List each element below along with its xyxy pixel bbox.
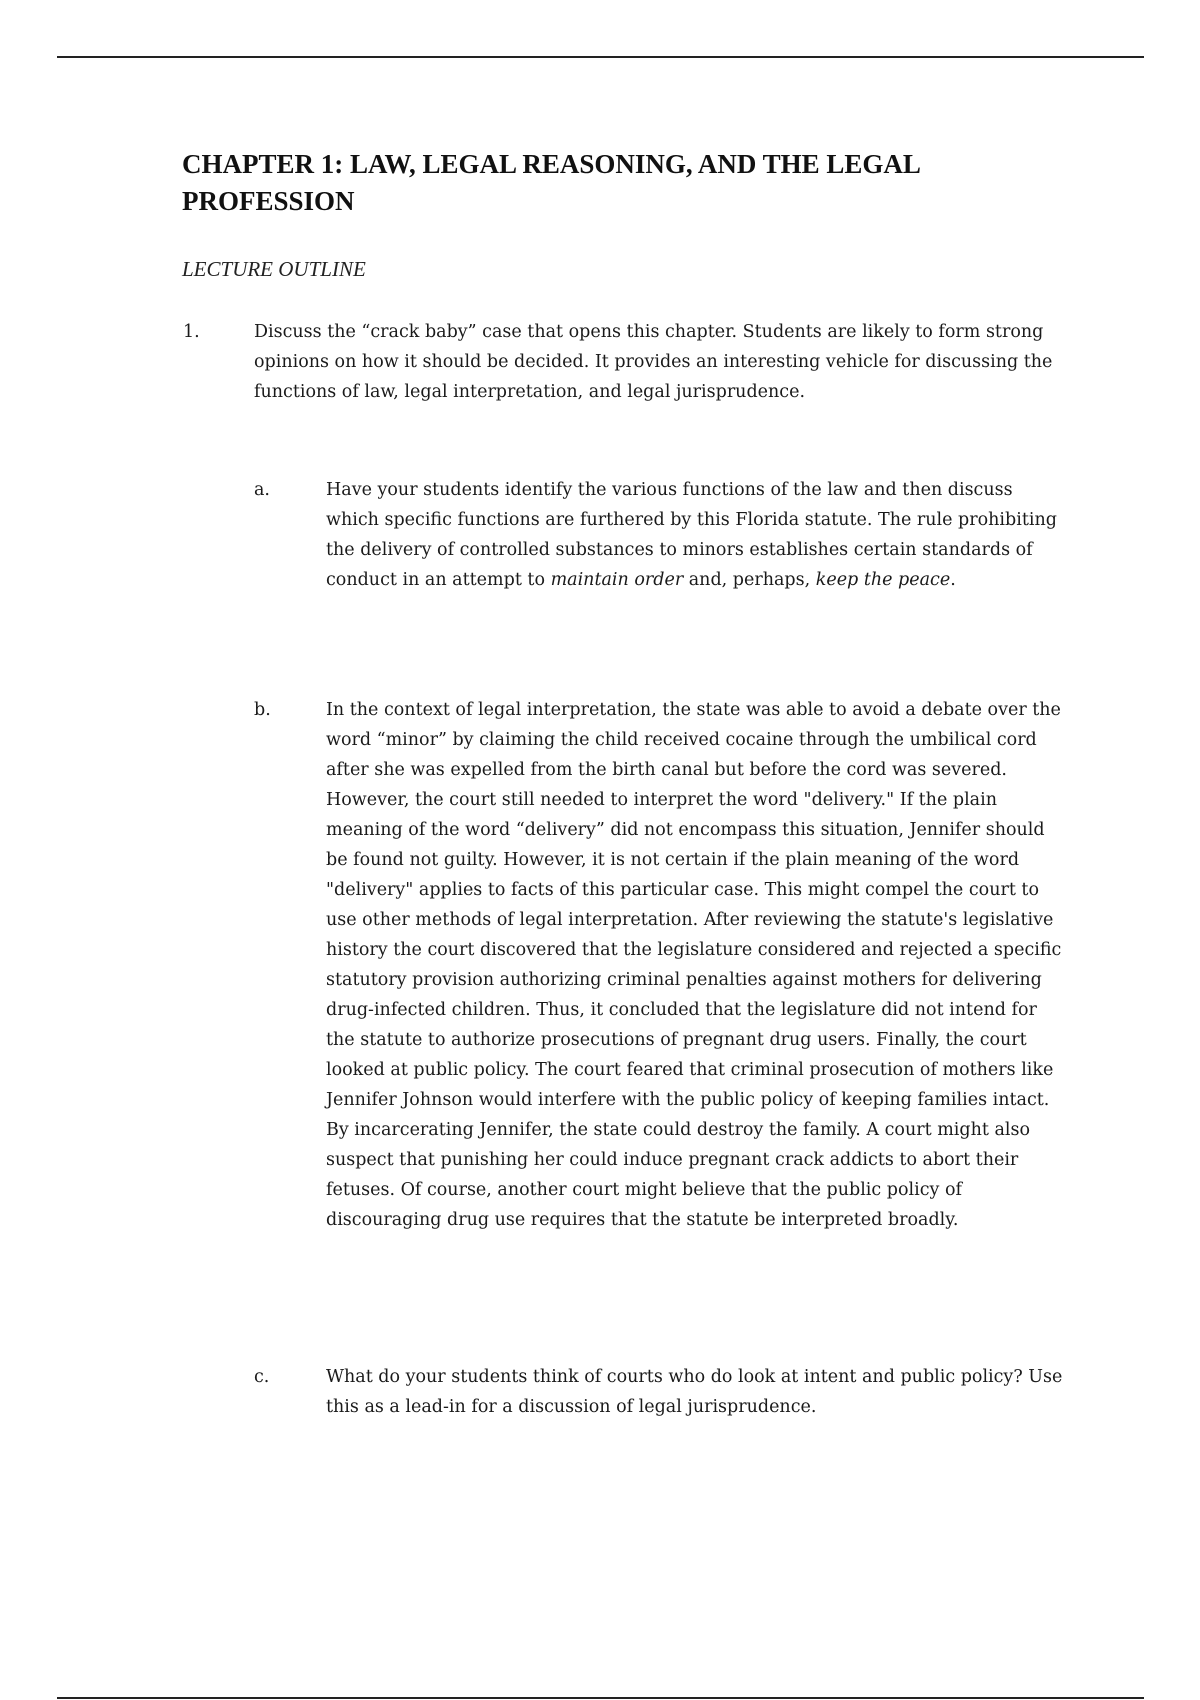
item-a-text-before: Have your students identify the various functions of the law and then discuss which specific functions are furthered by this Florida statute. The rule prohibiting the delivery of controlled substances to minors establishes certain standards of conduct in an attempt to: [326, 480, 1057, 590]
item-a-emphasis-maintain-order: maintain order: [550, 570, 684, 590]
top-rule: [57, 56, 1144, 58]
item-c-marker: c.: [254, 1367, 270, 1387]
item-c-text: What do your students think of courts who do look at intent and public policy? Use this as a lead-in for a discussion of legal jurisprudence.: [326, 1367, 1063, 1417]
section-subtitle: LECTURE OUTLINE: [182, 257, 366, 281]
item-a-text-after: .: [950, 570, 956, 590]
chapter-title: CHAPTER 1: LAW, LEGAL REASONING, AND THE LEGAL PROFESSION: [182, 149, 920, 216]
item-a-text: [326, 475, 1071, 595]
item-b-text: In the context of legal interpretation, the state was able to avoid a debate over the word “minor” by claiming the child received cocaine through the umbilical cord after she was expelled from the birth canal but before the cord was severed. However, the court still needed to interpret the word "delivery." If the plain meaning of the word “delivery” did not encompass this situation, Jennifer should be found not guilty. However, it is not certain if the plain meaning of the word "delivery" applies to facts of this particular case. This might compel the court to use other methods of legal interpretation. After reviewing the statute's legislative history the court discovered that the legislature considered and rejected a specific statutory provision authorizing criminal penalties against mothers for delivering drug-infected children. Thus, it concluded that the legislature did not intend for the statute to authorize prosecutions of pregnant drug users. Finally, the court looked at public policy. The court feared that criminal prosecution of mothers like Jennifer Johnson would interfere with the public policy of keeping families intact. By incarcerating Jennifer, the state could destroy the family. A court might also suspect that punishing her could induce pregnant crack addicts to abort their fetuses. Of course, another court might believe that the public policy of discouraging drug use requires that the statute be interpreted broadly.: [326, 700, 1062, 1230]
item-a-marker: a.: [254, 480, 270, 500]
item-a-text-middle: and, perhaps,: [683, 570, 816, 590]
bottom-rule: [57, 1697, 1144, 1699]
item-a-emphasis-keep-the-peace: keep the peace: [815, 570, 951, 590]
item-1-text: Discuss the “crack baby” case that opens this chapter. Students are likely to form strong opinions on how it should be decided. It provides an interesting vehicle for discussing the functions of law, legal interpretation, and legal jurisprudence.: [254, 322, 1053, 402]
item-1-marker: 1.: [183, 322, 200, 342]
item-b-marker: b.: [254, 700, 271, 720]
